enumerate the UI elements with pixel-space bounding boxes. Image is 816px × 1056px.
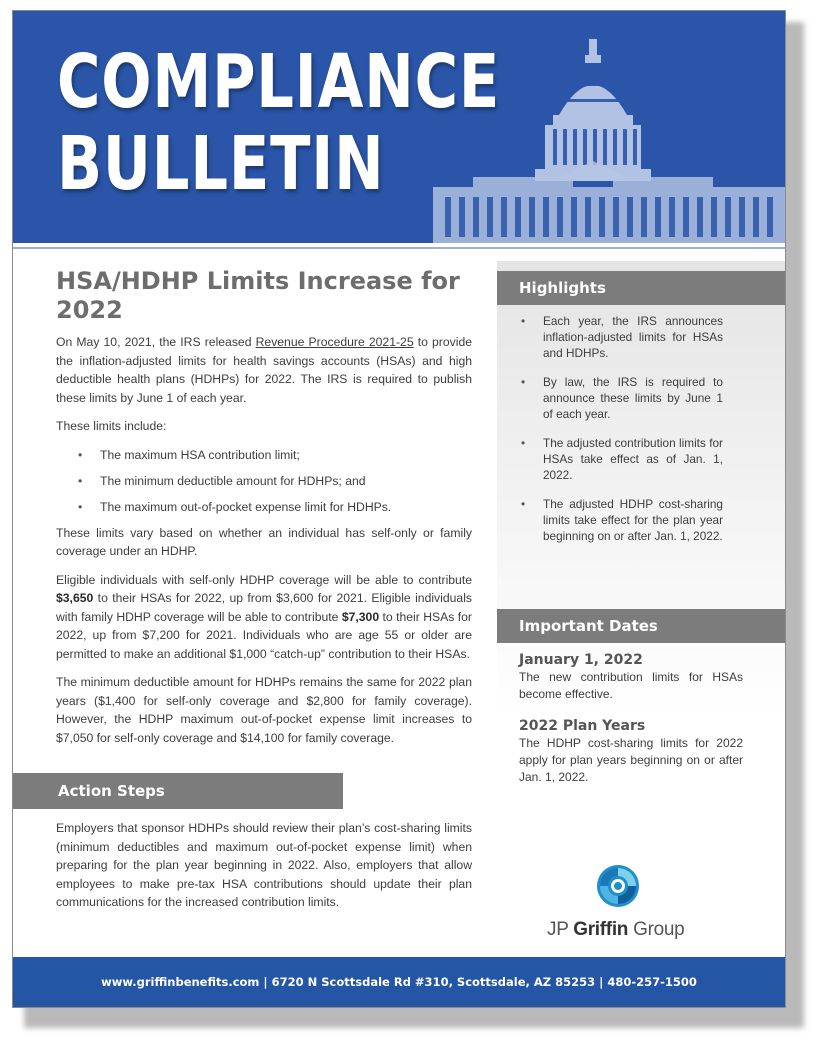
important-dates-header: Important Dates [497,609,785,643]
family-amount: $7,300 [341,609,380,624]
coverage-paragraph: These limits vary based on whether an individual has self-only or family coverage under an HDHP. [56,525,472,558]
deductible-paragraph: The minimum deductible amount for HDHPs remains the same for 2022 plan years ($1,400 for self-only coverage and $2,800 for family coverage). However, the HDHP maximum out-of-pocket expense limit increases to $7,050 for self-only coverage and $14,100 for family coverage. [56,675,472,745]
highlights-list [519,313,723,557]
article-column [56,267,472,757]
header-banner [13,11,785,243]
logo-text-jp: JP [547,919,574,940]
bulletin-page [12,10,786,1008]
list-item: • The maximum HSA contribution limit; [78,446,472,464]
date-title: January 1, 2022 [519,652,643,668]
list-item: • The maximum out-of-pocket expense limit for HDHPs. [78,498,472,516]
bulletin-title-line2: BULLETIN [57,121,385,207]
footer-contact-bar: www.griffinbenefits.com | 6720 N Scottsdale Rd #310, Scottsdale, AZ 85253 | 480-257-1500 [13,957,785,1007]
action-steps-header: Action Steps [13,773,343,809]
article-title: HSA/HDHP Limits Increase for 2022 [56,267,460,324]
bulletin-title [57,41,500,205]
logo-text-group: Group [628,919,685,940]
list-item: • The adjusted HDHP cost-sharing limits take effect for the plan year beginning on or after Jan. 1, 2022. [519,496,723,544]
date-entry-plan-years [519,717,743,786]
bulletin-title-line1: COMPLIANCE [57,39,501,125]
limits-intro: These limits include: [56,419,167,433]
list-item: • By law, the IRS is required to announce these limits by June 1 of each year. [519,374,723,422]
date-description: The HDHP cost-sharing limits for 2022 apply for plan years beginning on or after Jan. 1, 2022. [519,736,743,784]
banner-divider-accent [13,247,785,249]
contribution-text-2: to their HSAs for 2022, up from $3,600 for 2021. Eligible individuals with family HDHP coverage will be able to contribute [56,591,472,624]
intro-text-end: to provide the inflation-adjusted limits for health savings accounts (HSAs) and high deductible health plans (HDHPs) for 2022. The IRS is required to publish these limits by June 1 of each year. [56,335,472,405]
date-title: 2022 Plan Years [519,718,646,734]
contribution-text-3: to their HSAs for 2022, up from $7,200 for 2021. Individuals who are age 55 or older are permitted to make an additional $1,000 “catch-up” contribution to their HSAs. [56,609,472,661]
date-description: The new contribution limits for HSAs become effective. [519,670,743,701]
company-logo-text [547,919,684,941]
contribution-paragraph [56,571,472,664]
revenue-procedure-link[interactable]: Revenue Procedure 2021-25 [255,335,414,349]
logo-text-griffin: Griffin [573,919,629,940]
intro-text-start: On May 10, 2021, the IRS released [56,335,256,349]
action-steps-body: Employers that sponsor HDHPs should review their plan’s cost-sharing limits (minimum deductibles and maximum out-of-pocket expense limit) when preparing for the plan year beginning in 2022. Also, employers that allow employees to make pre-tax HSA contributions should update their plan communications for the increased contribution limits. [56,821,472,909]
date-entry-jan-1 [519,651,743,703]
self-only-amount: $3,650 [56,591,94,605]
contribution-text-1: Eligible individuals with self-only HDHP coverage will be able to contribute [56,572,472,587]
list-item: • The adjusted contribution limits for HSAs take effect as of Jan. 1, 2022. [519,435,723,483]
limits-list [56,446,472,516]
highlights-header: Highlights [497,271,785,305]
list-item: • Each year, the IRS announces inflation-adjusted limits for HSAs and HDHPs. [519,313,723,361]
jp-griffin-logo-icon [595,863,641,909]
intro-paragraph [56,333,472,407]
list-item: • The minimum deductible amount for HDHPs; and [78,472,472,490]
